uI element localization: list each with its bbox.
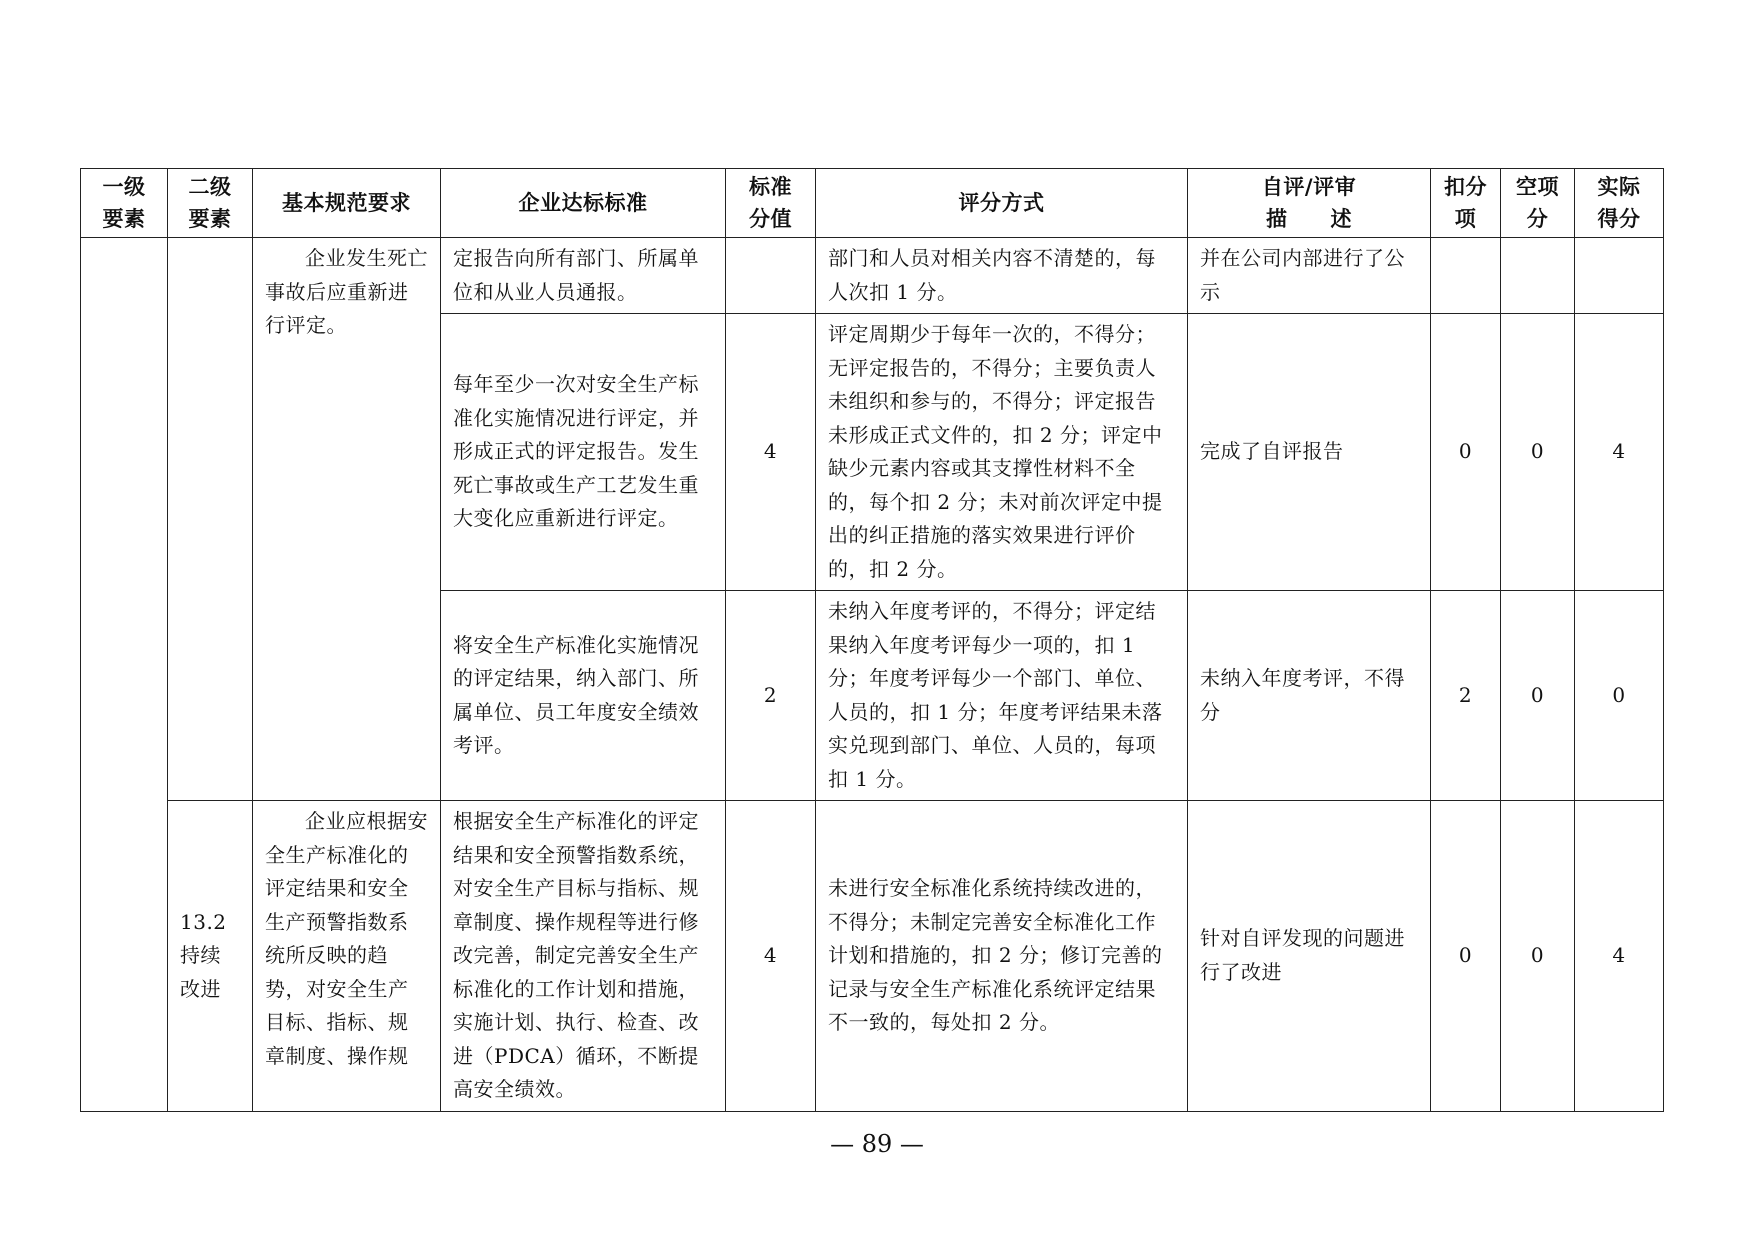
empty-cell: 0 [1501,591,1575,801]
deduct-cell: 0 [1431,314,1501,591]
level1-cell [81,238,168,1112]
header-level1: 一级 要素 [81,169,168,238]
header-row [81,169,1664,238]
header-level2: 二级 要素 [168,169,253,238]
standard-cell: 每年至少一次对安全生产标准化实施情况进行评定，并形成正式的评定报告。发生死亡事故或生产工艺发生重大变化应重新进行评定。 [441,314,726,591]
header-description: 自评/评审 描 述 [1188,169,1431,238]
assessment-table [80,168,1664,1112]
standard-cell: 将安全生产标准化实施情况的评定结果，纳入部门、所属单位、员工年度安全绩效考评。 [441,591,726,801]
score-cell [726,238,816,314]
empty-cell [1501,238,1575,314]
deduct-cell: 2 [1431,591,1501,801]
method-cell: 未进行安全标准化系统持续改进的，不得分；未制定完善安全标准化工作计划和措施的，扣 2 分；修订完善的记录与安全生产标准化系统评定结果不一致的，每处扣 2 分。 [816,801,1188,1112]
page-number: — 89 — [830,1130,924,1158]
description-cell: 未纳入年度考评，不得分 [1188,591,1431,801]
header-method: 评分方式 [816,169,1188,238]
table-row [81,801,1664,1112]
requirement-cell: 企业应根据安全生产标准化的评定结果和安全生产预警指数系统所反映的趋势，对安全生产目标、指标、规章制度、操作规 [253,801,441,1112]
method-cell: 评定周期少于每年一次的，不得分；无评定报告的，不得分；主要负责人未组织和参与的，不得分；评定报告未形成正式文件的，扣 2 分；评定中缺少元素内容或其支撑性材料不全的，每个扣 2 分；未对前次评定中提出的纠正措施的落实效果进行评价的，扣 2 分。 [816,314,1188,591]
method-cell: 部门和人员对相关内容不清楚的，每人次扣 1 分。 [816,238,1188,314]
score-cell: 2 [726,591,816,801]
actual-cell: 0 [1575,591,1664,801]
description-cell: 完成了自评报告 [1188,314,1431,591]
actual-cell [1575,238,1664,314]
header-actual: 实际 得分 [1575,169,1664,238]
score-cell: 4 [726,801,816,1112]
deduct-cell: 0 [1431,801,1501,1112]
level2-cell [168,238,253,801]
score-cell: 4 [726,314,816,591]
header-deduct: 扣分 项 [1431,169,1501,238]
requirement-cell: 企业发生死亡事故后应重新进行评定。 [253,238,441,801]
header-standard: 企业达标标准 [441,169,726,238]
actual-cell: 4 [1575,314,1664,591]
description-cell: 针对自评发现的问题进行了改进 [1188,801,1431,1112]
standard-cell: 根据安全生产标准化的评定结果和安全预警指数系统，对安全生产目标与指标、规章制度、操作规程等进行修改完善，制定完善安全生产标准化的工作计划和措施，实施计划、执行、检查、改进（PDCA）循环，不断提高安全绩效。 [441,801,726,1112]
header-empty: 空项 分 [1501,169,1575,238]
deduct-cell [1431,238,1501,314]
level2-cell: 13.2 持续改进 [168,801,253,1112]
method-cell: 未纳入年度考评的，不得分；评定结果纳入年度考评每少一项的，扣 1 分；年度考评每少一个部门、单位、人员的，扣 1 分；年度考评结果未落实兑现到部门、单位、人员的，每项扣 1 分。 [816,591,1188,801]
header-score: 标准 分值 [726,169,816,238]
empty-cell: 0 [1501,801,1575,1112]
description-cell: 并在公司内部进行了公示 [1188,238,1431,314]
assessment-table-container [80,168,1663,1112]
standard-cell: 定报告向所有部门、所属单位和从业人员通报。 [441,238,726,314]
header-requirement: 基本规范要求 [253,169,441,238]
table-row [81,238,1664,314]
actual-cell: 4 [1575,801,1664,1112]
empty-cell: 0 [1501,314,1575,591]
